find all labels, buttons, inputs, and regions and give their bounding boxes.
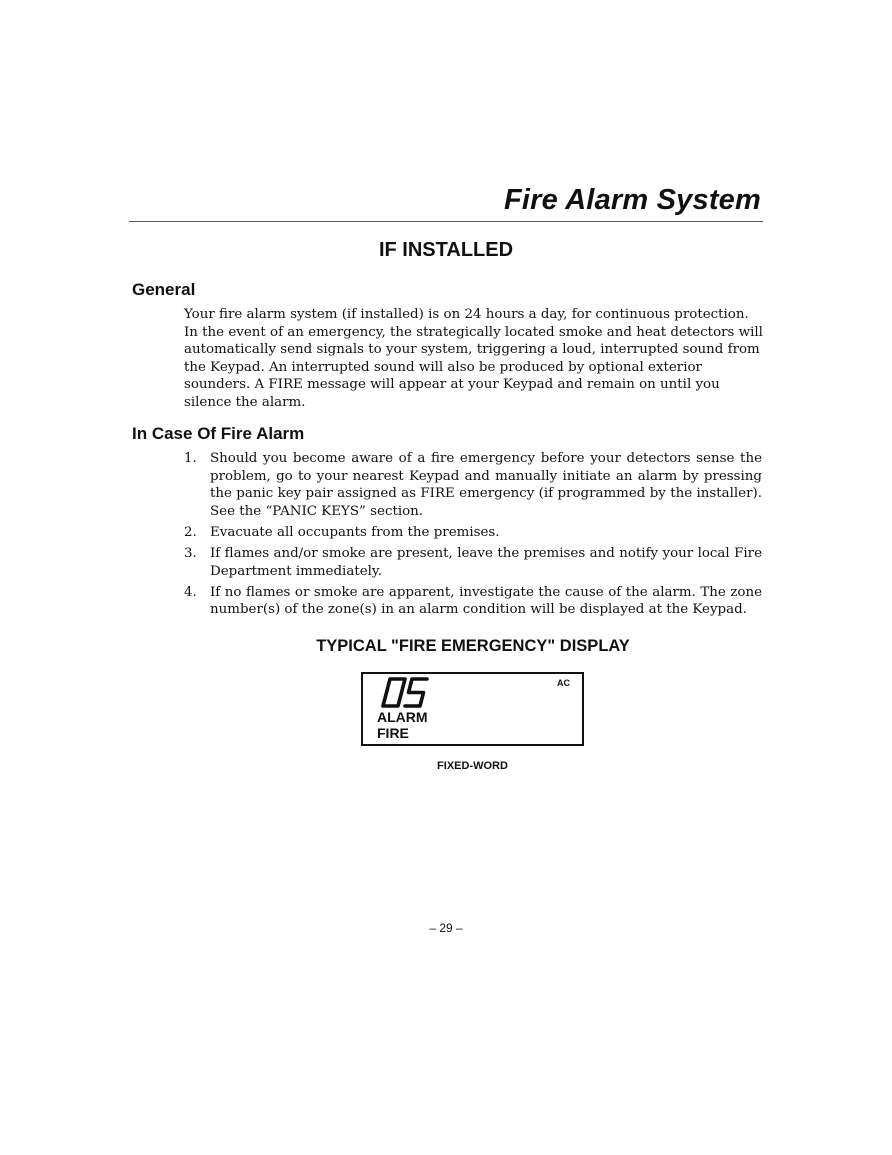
- step-text: If flames and/or smoke are present, leave the premises and notify your local Fire Department immediately.: [210, 545, 762, 579]
- chapter-title: Fire Alarm System: [504, 184, 761, 216]
- general-paragraph: Your fire alarm system (if installed) is on 24 hours a day, for continuous protection. In the event of an emergency, the strategically located smoke and heat detectors will automatically send signals to your system, triggering a loud, interrupted sound from the Keypad. An interrupted sound will also be produced by optional exterior sounders. A FIRE message will appear at your Keypad and remain on until you silence the alarm.: [184, 307, 763, 410]
- step-text: Evacuate all occupants from the premises.: [210, 524, 500, 540]
- digit-zero-segments: [383, 679, 405, 706]
- keypad-lcd-display: [361, 672, 584, 746]
- list-item: [184, 545, 762, 580]
- step-number: 3.: [184, 545, 197, 561]
- fire-alarm-steps: [184, 450, 762, 622]
- step-number: 4.: [184, 584, 197, 600]
- step-number: 2.: [184, 524, 197, 540]
- step-text: If no flames or smoke are apparent, investigate the cause of the alarm. The zone number(s) of the zone(s) in an alarm condition will be displayed at the Keypad.: [210, 584, 762, 618]
- lcd-word-alarm: ALARM: [377, 709, 428, 725]
- fire-alarm-heading: In Case Of Fire Alarm: [132, 424, 305, 443]
- ac-indicator: AC: [557, 678, 570, 688]
- general-heading: General: [132, 280, 196, 299]
- list-item: [184, 450, 762, 520]
- list-item: [184, 524, 762, 542]
- step-text: Should you become aware of a fire emergency before your detectors sense the problem, go to your nearest Keypad and manually initiate an alarm by pressing the panic key pair assigned as FIRE emergency (if programmed by the installer). See the “PANIC KEYS” section.: [210, 451, 762, 519]
- page-number: – 29 –: [429, 921, 463, 935]
- step-number: 1.: [184, 451, 197, 466]
- list-item: [184, 584, 762, 619]
- display-caption: TYPICAL "FIRE EMERGENCY" DISPLAY: [316, 637, 630, 655]
- lcd-word-fire: FIRE: [377, 725, 409, 741]
- section-subtitle: IF INSTALLED: [378, 239, 514, 261]
- digit-five-segments: [405, 679, 427, 706]
- title-rule: [129, 221, 763, 222]
- fixed-word-label: FIXED-WORD: [437, 760, 508, 772]
